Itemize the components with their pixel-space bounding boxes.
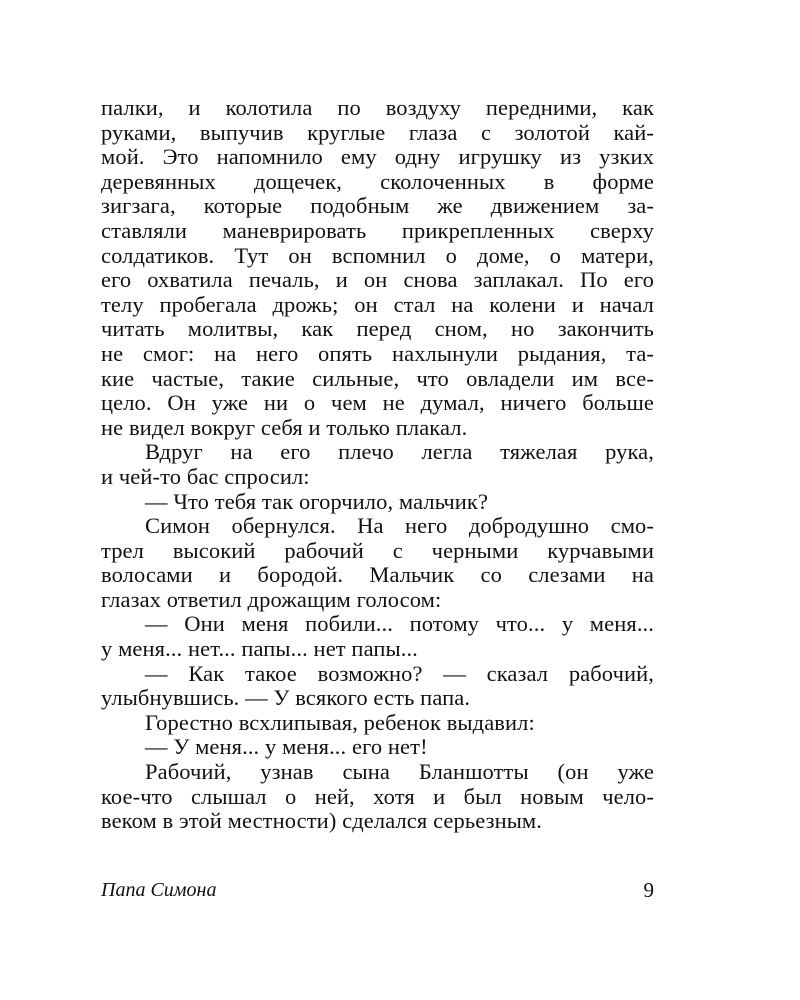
text-line: Симон обернулся. На него добродушно смо- [145, 513, 654, 539]
text-line: Вдруг на его плечо легла тяжелая рука, [145, 439, 654, 465]
page-number: 9 [643, 878, 654, 902]
text-line: палки, и колотила по воздуху передними, как [101, 95, 654, 120]
text-line: читать молитвы, как перед сном, но закончить [101, 316, 654, 342]
text-line: — У меня... у меня... его нет! [145, 734, 428, 760]
text-line: Горестно всхлипывая, ребенок выдавил: [145, 709, 535, 735]
text-line: ставляли маневрировать прикрепленных сверху [101, 217, 654, 243]
text-line: и чей-то бас спросил: [101, 463, 310, 489]
text-line: трел высокий рабочий с черными курчавыми [101, 537, 654, 563]
text-line: — Как такое возможно? — сказал рабочий, [145, 660, 654, 686]
text-line: кие частые, такие сильные, что овладели им все- [101, 365, 654, 391]
text-line: глазах ответил дрожащим голосом: [101, 586, 442, 612]
text-line: у меня... нет... папы... нет папы... [101, 636, 418, 662]
text-line: не смог: на него опять нахлынули рыдания, та- [101, 340, 654, 366]
text-line: улыбнувшись. — У всякого есть папа. [101, 685, 471, 711]
text-line: цело. Он уже ни о чем не думал, ничего больше [101, 390, 654, 416]
text-line: кое-что слышал о ней, хотя и был новым чело- [101, 783, 654, 809]
text-line: — Они меня побили... потому что... у меня... [145, 611, 654, 637]
text-line: волосами и бородой. Мальчик со слезами на [101, 562, 654, 588]
text-line: Рабочий, узнав сына Бланшотты (он уже [145, 759, 654, 785]
text-line: веком в этой местности) сделался серьезным. [101, 808, 542, 834]
text-line: зигзага, которые подобным же движением за- [101, 193, 654, 219]
text-line: — Что тебя так огорчило, мальчик? [145, 488, 489, 514]
text-line: руками, выпучив круглые глаза с золотой кай- [101, 119, 654, 145]
text-line: телу пробегала дрожь; он стал на колени и начал [101, 291, 654, 317]
text-line: его охватила печаль, и он снова заплакал. По его [101, 267, 654, 293]
body-text [101, 96, 654, 834]
text-line: не видел вокруг себя и только плакал. [101, 414, 468, 440]
text-line: солдатиков. Тут он вспомнил о доме, о матери, [101, 242, 654, 268]
text-line: деревянных дощечек, сколоченных в форме [101, 168, 654, 194]
running-footer-title: Папа Симона [101, 879, 217, 901]
text-line: мой. Это напомнило ему одну игрушку из узких [101, 144, 654, 170]
